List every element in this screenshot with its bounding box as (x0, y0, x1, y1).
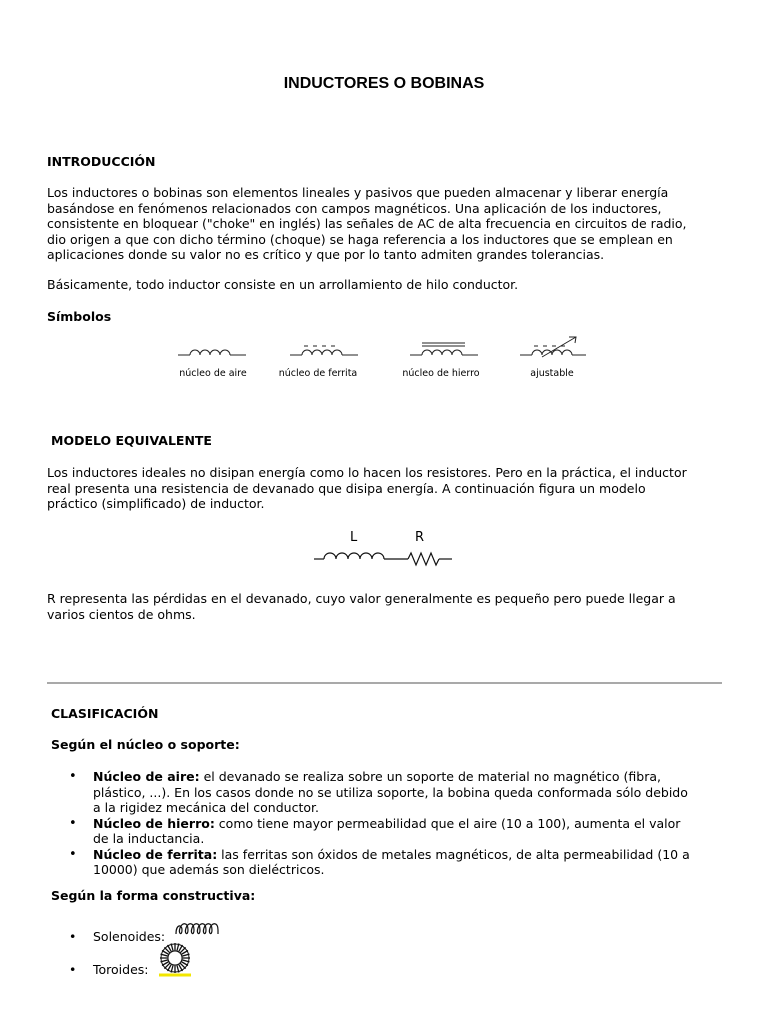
r-paragraph (47, 591, 737, 622)
page-title: INDUCTORES O BOBINAS (283, 75, 485, 92)
model-heading: MODELO EQUIVALENTE (51, 433, 212, 448)
list-item (47, 769, 737, 816)
model-paragraph (47, 465, 737, 512)
bullet-icon: • (69, 769, 77, 784)
resistor-zigzag-icon (408, 553, 439, 565)
intro-line: aplicaciones donde su valor no es crítico y que por lo tanto admiten grandes tolerancias. (47, 247, 605, 262)
toroid-icon (155, 941, 195, 979)
bullet-icon: • (69, 815, 77, 831)
r-line: R representa las pérdidas en el devanado, cuyo valor generalmente es pequeño pero puede llegar a (47, 591, 676, 606)
list-item (47, 816, 737, 847)
intro-line: Los inductores o bobinas son elementos lineales y pasivos que pueden almacenar y liberar energía (47, 185, 669, 200)
inductor-symbols-diagram (170, 335, 610, 365)
by-core-heading: Según el núcleo o soporte: (51, 737, 240, 752)
label-r: R (415, 530, 425, 545)
symbol-label-adjustable: ajustable (530, 368, 574, 379)
symbol-label-air: núcleo de aire (179, 368, 247, 379)
item-term: Núcleo de ferrita: (93, 846, 218, 862)
symbol-label-iron: núcleo de hierro (402, 368, 480, 379)
item-text: plástico, ...). En los casos donde no se utiliza soporte, la bobina queda conformada sólo debido (93, 784, 688, 800)
intro-line: basándose en fenómenos relacionados con campos magnéticos. Una aplicación de los inductores, (47, 200, 662, 216)
list-item (47, 847, 737, 878)
solenoid-icon (174, 920, 222, 938)
item-term: Núcleo de hierro: (93, 815, 215, 831)
symbols-heading: Símbolos (47, 309, 112, 324)
model-line: Los inductores ideales no disipan energía como lo hacen los resistores. Pero en la práctica, el inductor (47, 465, 687, 480)
bullet-icon: • (69, 962, 77, 977)
model-line: real presenta una resistencia de devanado que disipa energía. A continuación figura un modelo (47, 480, 646, 496)
item-text: las ferritas son óxidos de metales magnéticos, de alta permeabilidad (10 a (217, 846, 690, 862)
bullet-icon: • (69, 929, 77, 944)
intro-line: dio origen a que con dicho término (choque) se haga referencia a los inductores que se emplean en (47, 231, 673, 247)
by-form-heading: Según la forma constructiva: (51, 888, 256, 903)
label-l: L (350, 530, 358, 545)
intro-paragraph (47, 185, 737, 263)
core-list (47, 769, 737, 878)
inductor-coil-icon (324, 553, 384, 559)
classification-heading: CLASIFICACIÓN (51, 706, 159, 721)
intro-heading: INTRODUCCIÓN (47, 154, 156, 169)
item-term: Núcleo de aire: (93, 769, 200, 784)
adjustable-inductor-icon (520, 337, 586, 357)
section-divider (47, 682, 722, 684)
solenoid-label: Solenoides: (93, 929, 166, 944)
ferrite-core-inductor-icon (290, 346, 358, 355)
item-text: el devanado se realiza sobre un soporte de material no magnético (fibra, (199, 769, 661, 784)
item-text: como tiene mayor permeabilidad que el aire (10 a 100), aumenta el valor (214, 815, 681, 831)
r-line: varios cientos de ohms. (47, 606, 196, 622)
item-text: 10000) que además son dieléctricos. (93, 862, 325, 877)
bullet-icon: • (69, 846, 77, 862)
equivalent-circuit-diagram (310, 545, 460, 569)
toroid-label: Toroides: (93, 962, 149, 977)
item-text: a la rigidez mecánica del conductor. (93, 800, 319, 815)
intro-basic: Básicamente, todo inductor consiste en un arrollamiento de hilo conductor. (47, 277, 519, 292)
symbol-label-ferrite: núcleo de ferrita (278, 368, 358, 379)
iron-core-inductor-icon (410, 343, 478, 355)
air-core-inductor-icon (178, 350, 246, 355)
item-text: de la inductancia. (93, 831, 205, 846)
intro-line: consistente en bloquear ("choke" en inglés) las señales de AC de alta frecuencia en circuitos de radio, (47, 216, 687, 231)
model-line: práctico (simplificado) de inductor. (47, 496, 265, 511)
